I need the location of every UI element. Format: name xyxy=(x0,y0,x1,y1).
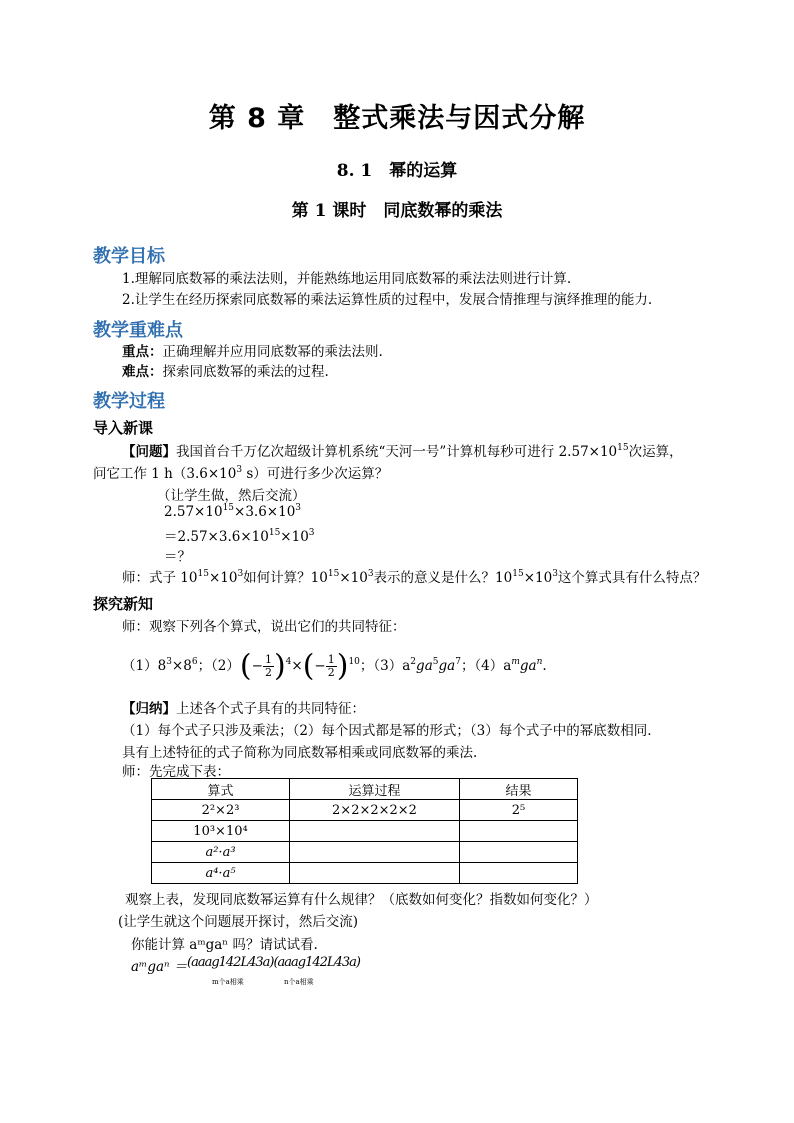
difficult-label: 难点： xyxy=(122,364,163,380)
formula-note: m个a相乘 xyxy=(212,978,244,986)
exponent: 15 xyxy=(268,528,281,538)
expr-4: ；（4）a xyxy=(460,658,512,674)
calc-text: ×10 xyxy=(280,529,309,545)
problem-label: 【问题】 xyxy=(122,444,176,460)
difficult-point xyxy=(122,360,329,380)
key-point xyxy=(122,340,383,360)
exponent: 3 xyxy=(236,465,243,475)
observe-text: 师：观察下列各个算式，说出它们的共同特征： xyxy=(122,619,406,635)
table-cell: 2⁵ xyxy=(460,800,578,821)
table-cell: a²·a³ xyxy=(152,842,290,863)
table-cell: 10³×10⁴ xyxy=(152,821,290,842)
expr-3: ；（3）a xyxy=(359,658,411,674)
table-row xyxy=(152,842,578,863)
expressions-line: $(1)8^3\times 8^6$；（2）(− $\frac{1}{2}$ )$^4$×(− $\frac{1}{2}$ )$^{10}$；$(3)a^2ga^5ga^7$；$(4)a^mga^n$. xyxy=(122,648,547,684)
table-header-row xyxy=(152,779,578,800)
goals-heading: 教学目标 xyxy=(93,246,165,267)
chapter-title: 第 8 章 整式乘法与因式分解 xyxy=(208,103,586,134)
table-header: 算式 xyxy=(152,779,290,800)
problem-text: s）可进行多少次运算？ xyxy=(242,466,389,482)
formula-rhs: (aaag142L43a)(aaag142L43a) xyxy=(187,955,360,970)
intro-heading: 导入新课 xyxy=(93,419,154,437)
table-header: 运算过程 xyxy=(290,779,460,800)
student-note: （让学生做，然后交流） xyxy=(157,488,306,504)
exponent: 15 xyxy=(512,569,524,579)
exponent: 3 xyxy=(295,503,302,513)
exponent: 15 xyxy=(222,503,235,513)
table-cell: 2×2×2×2×2 xyxy=(290,800,460,821)
table-cell xyxy=(460,842,578,863)
exponent: 3 xyxy=(237,569,244,579)
definition-text: 具有上述特征的式子简称为同底数幂相乘或同底数幂的乘法. xyxy=(122,745,478,761)
tq: ×10 xyxy=(523,570,553,586)
table-row xyxy=(152,821,578,842)
goal-item: 1.理解同底数幂的乘法法则，并能熟练地运用同底数幂的乘法法则进行计算. xyxy=(122,271,572,287)
tq: ×10 xyxy=(208,570,238,586)
process-heading: 教学过程 xyxy=(93,391,165,412)
lesson-title: 第 1 课时 同底数幂的乘法 xyxy=(291,201,503,221)
observe-table-text: 观察上表，发现同底数幂运算有什么规律？（底数如何变化？指数如何变化？） xyxy=(125,892,598,908)
table-row xyxy=(152,863,578,884)
try-text: 你能计算 aᵐgaⁿ 吗？请试试看. xyxy=(131,937,318,953)
problem-line-1 xyxy=(122,440,683,460)
table-cell: 2²×2³ xyxy=(152,800,290,821)
formula-lhs: aᵐgaⁿ ＝ xyxy=(131,959,188,975)
calc-step-2 xyxy=(164,525,315,545)
exponent: 15 xyxy=(197,569,209,579)
table-cell xyxy=(290,863,460,884)
features-text: （1）每个式子只涉及乘法；（2）每个因式都是幂的形式；（3）每个式子中的幂底数相同. xyxy=(122,723,652,739)
fill-table-text: 师：先完成下表： xyxy=(122,764,230,780)
power-table xyxy=(151,778,578,884)
calc-text: 2.57×10 xyxy=(164,504,223,520)
summary-text: 上述各个式子具有的共同特征： xyxy=(176,701,365,717)
keypoints-heading: 教学重难点 xyxy=(93,320,183,341)
problem-line-2 xyxy=(93,462,388,482)
table-cell xyxy=(290,821,460,842)
exponent: 15 xyxy=(617,443,629,453)
table-cell: a⁴·a⁵ xyxy=(152,863,290,884)
expr-2: ；（2） xyxy=(197,658,240,674)
calc-text: ×3.6×10 xyxy=(234,504,296,520)
summary xyxy=(122,697,365,717)
problem-text: 问它工作 1 h（3.6×10 xyxy=(93,466,237,482)
table-row xyxy=(152,800,578,821)
teacher-question xyxy=(122,566,706,586)
tq: 如何计算？10 xyxy=(243,570,328,586)
table-header: 结果 xyxy=(460,779,578,800)
discuss-text: (让学生就这个问题展开探讨，然后交流) xyxy=(118,914,359,930)
calc-step-3: ＝？ xyxy=(164,549,191,565)
exponent: 3 xyxy=(367,569,374,579)
key-text: 正确理解并应用同底数幂的乘法法则. xyxy=(162,344,383,360)
exponent: 3 xyxy=(308,528,315,538)
key-label: 重点： xyxy=(122,344,163,360)
tq: 这个算式具有什么特点？ xyxy=(557,570,707,586)
exponent: 3 xyxy=(552,569,558,579)
problem-text: 次运算， xyxy=(628,444,683,460)
tq: 表示的意义是什么？10 xyxy=(373,570,513,586)
difficult-text: 探索同底数幂的乘法的过程. xyxy=(162,364,329,380)
tq: 师：式子 10 xyxy=(122,570,198,586)
table-cell xyxy=(290,842,460,863)
explore-heading: 探究新知 xyxy=(93,595,154,613)
expr-1: （1）8 xyxy=(122,658,167,674)
expr-1: ×8 xyxy=(171,658,192,674)
table-cell xyxy=(460,863,578,884)
formula-note: n个a相乘 xyxy=(284,978,314,986)
exponent: 15 xyxy=(327,569,340,579)
goal-item: 2.让学生在经历探索同底数幂的乘法运算性质的过程中，发展合情推理与演绎推理的能力. xyxy=(122,292,653,308)
table-cell xyxy=(460,821,578,842)
section-title: 8. 1 幂的运算 xyxy=(336,161,458,181)
problem-text: 我国首台千万亿次超级计算机系统“天河一号”计算机每秒可进行 2.57×10 xyxy=(176,444,618,460)
calc-step-1 xyxy=(164,504,301,520)
summary-label: 【归纳】 xyxy=(122,701,176,717)
tq: ×10 xyxy=(339,570,368,586)
calc-text: ＝2.57×3.6×10 xyxy=(164,529,269,545)
